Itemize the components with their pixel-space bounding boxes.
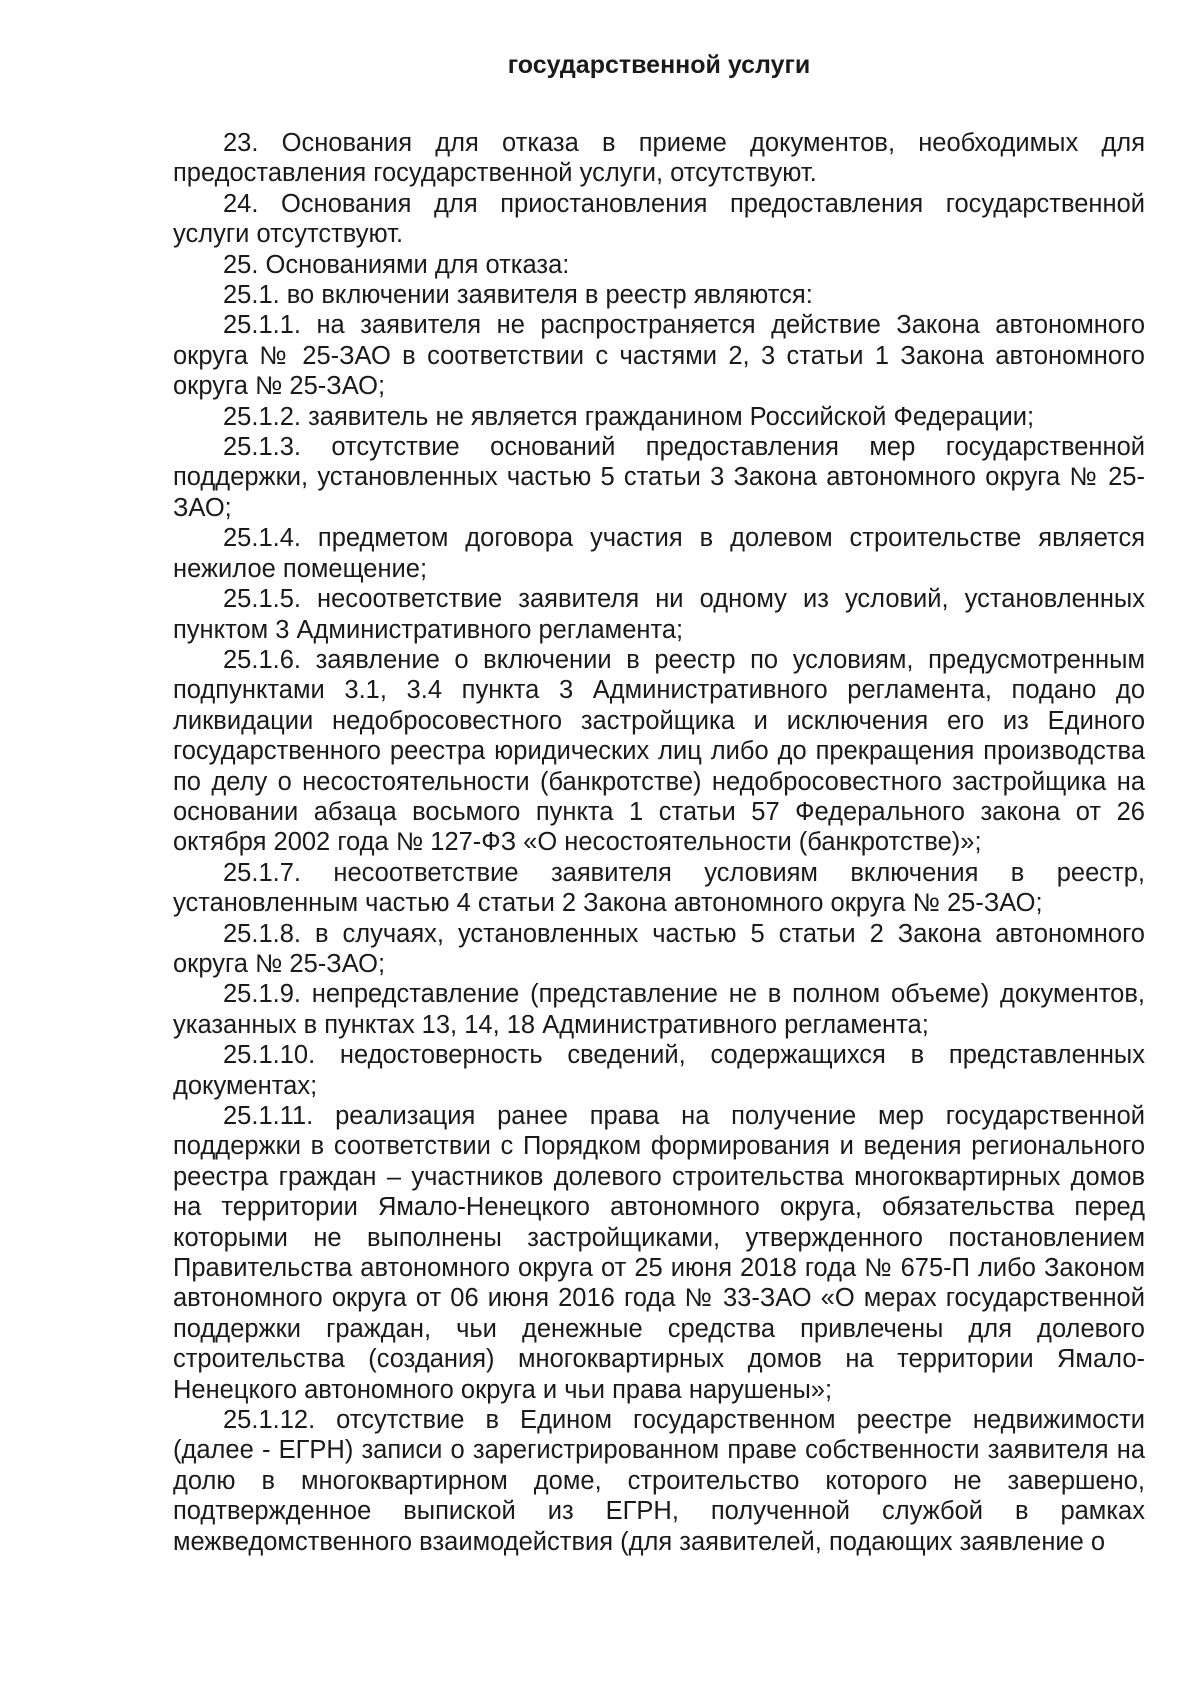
- paragraph-23: 23. Основания для отказа в приеме документов, необходимых для предоставления государственной услуги, отсутствуют.: [173, 129, 1145, 188]
- paragraph-25-1-8: 25.1.8. в случаях, установленных частью 5 статьи 2 Закона автономного округа № 25-ЗАО;: [173, 919, 1145, 978]
- paragraph-25-1-6: 25.1.6. заявление о включении в реестр по условиям, предусмотренным подпунктами 3.1, 3.4 пункта 3 Административного регламента, подано до ликвидации недобросовестного застройщика и исключения его из Единого государственного реестра юридических лиц либо до прекращения производства по делу о несостоятельности (банкротстве) недобросовестного застройщика на основании абзаца восьмого пункта 1 статьи 57 Федерального закона от 26 октября 2002 года № 127-ФЗ «О несостоятельности (банкротстве)»;: [173, 645, 1145, 857]
- paragraph-25-1-4: 25.1.4. предметом договора участия в долевом строительстве является нежилое помещение;: [173, 524, 1145, 583]
- paragraph-25-1-10: 25.1.10. недостоверность сведений, содержащихся в представленных документах;: [173, 1041, 1145, 1100]
- paragraph-25-1-3: 25.1.3. отсутствие оснований предоставления мер государственной поддержки, установленных частью 5 статьи 3 Закона автономного округа № 25-ЗАО;: [173, 433, 1145, 522]
- paragraph-25-1-2: 25.1.2. заявитель не является гражданином Российской Федерации;: [223, 402, 1035, 431]
- paragraph-25-1-7: 25.1.7. несоответствие заявителя условиям включения в реестр, установленным частью 4 статьи 2 Закона автономного округа № 25-ЗАО;: [173, 858, 1145, 918]
- paragraph-25-1-9: 25.1.9. непредставление (представление не в полном объеме) документов, указанных в пунктах 13, 14, 18 Административного регламента;: [173, 980, 1145, 1039]
- paragraph-25-1-1: 25.1.1. на заявителя не распространяется действие Закона автономного округа № 25-ЗАО в соответствии с частями 2, 3 статьи 1 Закона автономного округа № 25-ЗАО;: [173, 311, 1145, 401]
- paragraph-25-1-12: 25.1.12. отсутствие в Едином государственном реестре недвижимости (далее - ЕГРН) записи о зарегистрированном праве собственности заявителя на долю в многоквартирном доме, строительство которого не завершено, подтвержденное выпиской из ЕГРН, полученной службой в рамках межведомственного взаимодействия (для заявителей, подающих заявление о: [173, 1406, 1145, 1556]
- document-page: [173, 50, 1145, 1557]
- section-heading: государственной услуги: [507, 51, 811, 79]
- paragraph-25-1: 25.1. во включении заявителя в реестр являются:: [223, 281, 813, 310]
- paragraph-25-1-5: 25.1.5. несоответствие заявителя ни одному из условий, установленных пунктом 3 Административного регламента;: [173, 585, 1145, 644]
- paragraph-25: 25. Основаниями для отказа:: [223, 250, 570, 279]
- paragraph-25-1-11: 25.1.11. реализация ранее права на получение мер государственной поддержки в соответствии с Порядком формирования и ведения регионального реестра граждан – участников долевого строительства многоквартирных домов на территории Ямало-Ненецкого автономного округа, обязательства перед которыми не выполнены застройщиками, утвержденного постановлением Правительства автономного округа от 25 июня 2018 года № 675-П либо Законом автономного округа от 06 июня 2016 года № 33-ЗАО «О мерах государственной поддержки граждан, чьи денежные средства привлечены для долевого строительства (создания) многоквартирных домов на территории Ямало-Ненецкого автономного округа и чьи права нарушены»;: [173, 1102, 1145, 1404]
- paragraph-24: 24. Основания для приостановления предоставления государственной услуги отсутствуют.: [173, 189, 1145, 249]
